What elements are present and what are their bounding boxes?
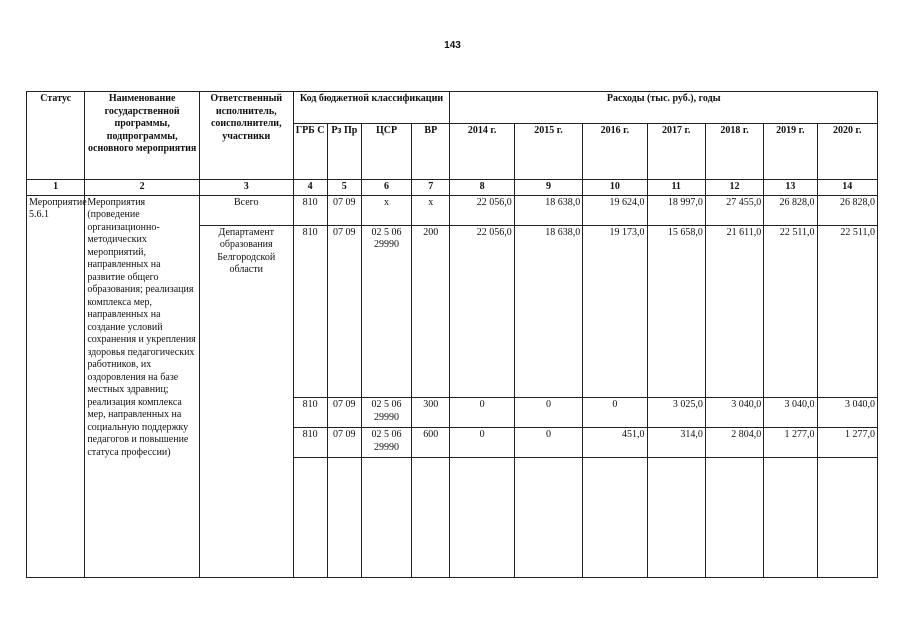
- value-cell: 22 056,0: [450, 225, 514, 398]
- column-number: 10: [583, 180, 647, 196]
- value-cell: 21 611,0: [705, 225, 763, 398]
- column-number: 11: [647, 180, 705, 196]
- column-number: 2: [85, 180, 200, 196]
- vr-cell: 200: [412, 225, 450, 398]
- column-number: 1: [27, 180, 85, 196]
- rzpr-cell: 07 09: [327, 428, 361, 458]
- value-cell: 18 997,0: [647, 195, 705, 225]
- header-year: 2017 г.: [647, 124, 705, 180]
- header-year: 2018 г.: [705, 124, 763, 180]
- column-number: 5: [327, 180, 361, 196]
- header-year: 2020 г.: [817, 124, 878, 180]
- rzpr-cell: 07 09: [327, 195, 361, 225]
- header-year: 2019 г.: [764, 124, 817, 180]
- value-cell: 314,0: [647, 428, 705, 458]
- value-cell: 0: [514, 428, 582, 458]
- empty-cell: [764, 458, 817, 578]
- header-year: 2016 г.: [583, 124, 647, 180]
- value-cell: 19 173,0: [583, 225, 647, 398]
- empty-cell: [647, 458, 705, 578]
- header-name: Наименование государственной программы, подпрограммы, основного мероприятия: [85, 92, 200, 180]
- csr-cell: 02 5 06 29990: [361, 225, 411, 398]
- column-number: 14: [817, 180, 878, 196]
- header-grbs: ГРБ С: [293, 124, 327, 180]
- column-number: 4: [293, 180, 327, 196]
- value-cell: 1 277,0: [764, 428, 817, 458]
- value-cell: 18 638,0: [514, 195, 582, 225]
- value-cell: 2 804,0: [705, 428, 763, 458]
- column-number: 6: [361, 180, 411, 196]
- csr-cell: х: [361, 195, 411, 225]
- csr-cell: 02 5 06 29990: [361, 428, 411, 458]
- value-cell: 3 040,0: [764, 398, 817, 428]
- value-cell: 22 511,0: [817, 225, 878, 398]
- header-year: 2014 г.: [450, 124, 514, 180]
- executor-total-cell: Всего: [199, 195, 293, 225]
- header-year: 2015 г.: [514, 124, 582, 180]
- header-vr: ВР: [412, 124, 450, 180]
- value-cell: 15 658,0: [647, 225, 705, 398]
- rzpr-cell: 07 09: [327, 225, 361, 398]
- header-executor: Ответственный исполнитель, соисполнители, участники: [199, 92, 293, 180]
- grbs-cell: 810: [293, 225, 327, 398]
- budget-table: [26, 91, 878, 578]
- header-status: Статус: [27, 92, 85, 180]
- header-budget-code: Код бюджетной классификации: [293, 92, 450, 124]
- value-cell: 3 040,0: [705, 398, 763, 428]
- status-cell: Мероприятие 5.6.1: [27, 195, 85, 578]
- header-csr: ЦСР: [361, 124, 411, 180]
- value-cell: 27 455,0: [705, 195, 763, 225]
- column-number: 7: [412, 180, 450, 196]
- vr-cell: 600: [412, 428, 450, 458]
- value-cell: 22 056,0: [450, 195, 514, 225]
- empty-cell: [583, 458, 647, 578]
- executor-dept-cell: Департамент образования Белгородской области: [199, 225, 293, 578]
- value-cell: 1 277,0: [817, 428, 878, 458]
- grbs-cell: 810: [293, 195, 327, 225]
- column-number: 8: [450, 180, 514, 196]
- column-number: 12: [705, 180, 763, 196]
- column-number: 3: [199, 180, 293, 196]
- value-cell: 22 511,0: [764, 225, 817, 398]
- value-cell: 0: [514, 398, 582, 428]
- value-cell: 0: [450, 398, 514, 428]
- column-number: 9: [514, 180, 582, 196]
- value-cell: 3 040,0: [817, 398, 878, 428]
- empty-cell: [412, 458, 450, 578]
- value-cell: 451,0: [583, 428, 647, 458]
- csr-cell: 02 5 06 29990: [361, 398, 411, 428]
- empty-cell: [293, 458, 327, 578]
- column-number: 13: [764, 180, 817, 196]
- empty-cell: [450, 458, 514, 578]
- value-cell: 26 828,0: [764, 195, 817, 225]
- header-expenses: Расходы (тыс. руб.), годы: [450, 92, 878, 124]
- empty-cell: [817, 458, 878, 578]
- page-number: 143: [444, 40, 461, 51]
- table-row: [27, 195, 878, 225]
- vr-cell: 300: [412, 398, 450, 428]
- value-cell: 26 828,0: [817, 195, 878, 225]
- empty-cell: [705, 458, 763, 578]
- rzpr-cell: 07 09: [327, 398, 361, 428]
- value-cell: 19 624,0: [583, 195, 647, 225]
- value-cell: 18 638,0: [514, 225, 582, 398]
- value-cell: 0: [583, 398, 647, 428]
- value-cell: 3 025,0: [647, 398, 705, 428]
- vr-cell: х: [412, 195, 450, 225]
- name-cell: Мероприятия (проведение организационно-методических мероприятий, направленных на развитие общего образования; реализация комплекса мер, направленных на создание условий сохранения и укрепления здоровья педагогических работников, их оздоровления на базе местных здравниц; реализация комплекса мер, направленных на социальную поддержку педагогов и повышение статуса профессии): [85, 195, 200, 578]
- grbs-cell: 810: [293, 428, 327, 458]
- grbs-cell: 810: [293, 398, 327, 428]
- header-rzpr: Рз Пр: [327, 124, 361, 180]
- value-cell: 0: [450, 428, 514, 458]
- empty-cell: [361, 458, 411, 578]
- empty-cell: [514, 458, 582, 578]
- column-number-row: [27, 180, 878, 196]
- empty-cell: [327, 458, 361, 578]
- header-row-1: [27, 92, 878, 124]
